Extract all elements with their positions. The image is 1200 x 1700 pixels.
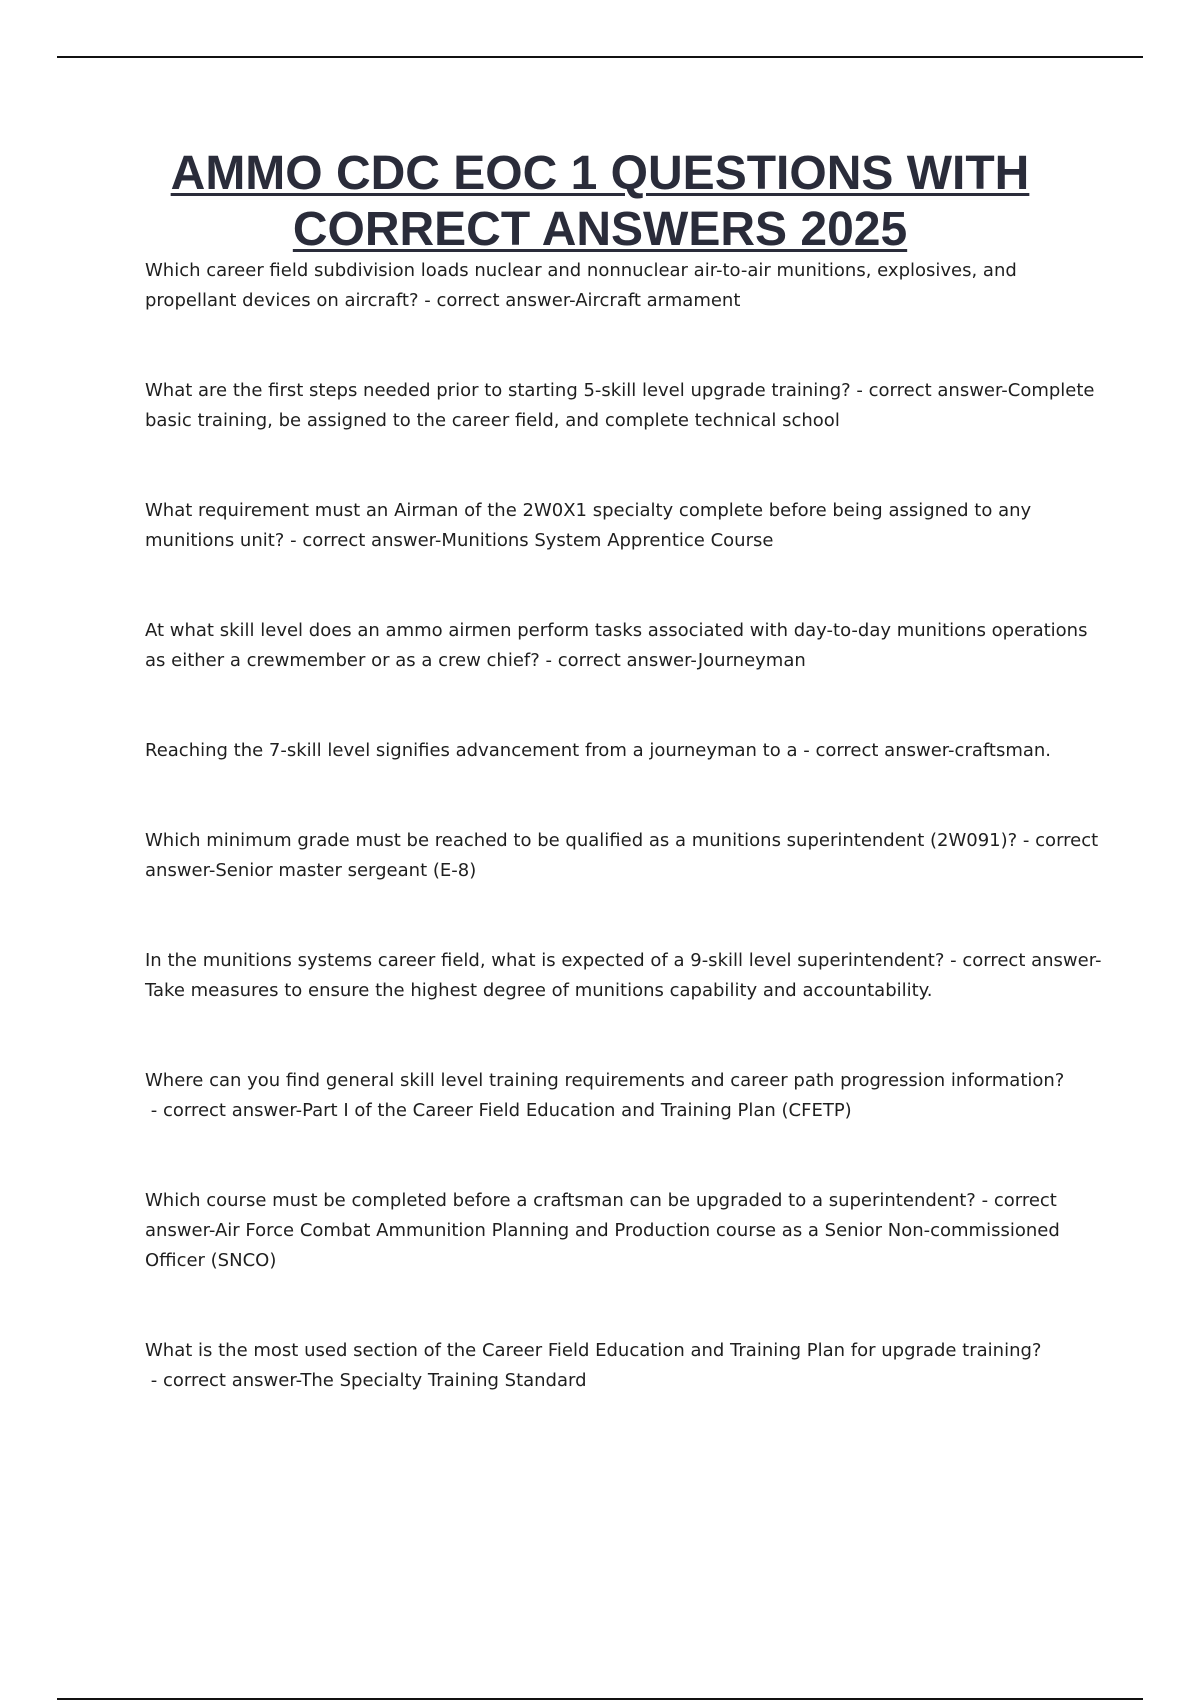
qa-list	[145, 256, 1105, 1456]
answer-text: The Specialty Training Standard	[300, 1370, 587, 1391]
answer-prefix: correct answer-	[868, 380, 1008, 401]
qa-item	[145, 826, 1105, 886]
separator: -	[975, 1190, 994, 1211]
separator: -	[1017, 830, 1036, 851]
separator: -	[145, 1370, 163, 1391]
question-text: In the munitions systems career field, what is expected of a 9-skill level superintendent?	[145, 950, 945, 971]
answer-text: Complete basic training, be assigned to the career field, and complete technical school	[145, 380, 1095, 431]
qa-item	[145, 496, 1105, 556]
separator: -	[284, 530, 303, 551]
answer-prefix: correct answer-	[436, 290, 576, 311]
answer-prefix: correct answer-	[162, 1100, 303, 1121]
answer-prefix: correct answer-	[145, 830, 1099, 881]
qa-item	[145, 1336, 1105, 1396]
qa-item	[145, 256, 1105, 316]
qa-item	[145, 946, 1105, 1006]
qa-item	[145, 376, 1105, 436]
separator: -	[944, 950, 963, 971]
question-text: Which career field subdivision loads nuclear and nonnuclear air-to-air munitions, explosives, and propellant devices on aircraft?	[145, 260, 1017, 311]
answer-prefix: correct answer-	[145, 1190, 1057, 1241]
top-rule	[57, 56, 1143, 58]
question-text: What are the first steps needed prior to starting 5-skill level upgrade training?	[145, 380, 851, 401]
answer-prefix: correct answer-	[162, 1370, 301, 1391]
document-title: AMMO CDC EOC 1 QUESTIONS WITH CORRECT ANSWERS 2025	[170, 147, 1030, 256]
qa-item	[145, 1186, 1105, 1276]
answer-text: Air Force Combat Ammunition Planning and Production course as a Senior Non-commissioned Officer (SNCO)	[145, 1220, 1060, 1271]
qa-item	[145, 736, 1105, 766]
answer-text: Part I of the Career Field Education and Training Plan (CFETP)	[302, 1100, 852, 1121]
answer-text: Journeyman	[697, 650, 806, 671]
answer-text: craftsman.	[954, 740, 1052, 761]
answer-prefix: correct answer-	[815, 740, 955, 761]
question-text: At what skill level does an ammo airmen perform tasks associated with day-to-day munitions operations as either a crewmember or as a crew chief?	[145, 620, 1088, 671]
answer-text: Aircraft armament	[575, 290, 741, 311]
answer-text: Senior master sergeant (E-8)	[215, 860, 477, 881]
question-text: Which course must be completed before a craftsman can be upgraded to a superintendent?	[145, 1190, 976, 1211]
separator: -	[539, 650, 558, 671]
separator: -	[418, 290, 437, 311]
question-text: What is the most used section of the Career Field Education and Training Plan for upgrade training?	[145, 1340, 1042, 1361]
question-text: Where can you find general skill level training requirements and career path progression information?	[145, 1070, 1065, 1091]
qa-item	[145, 616, 1105, 676]
question-text: Which minimum grade must be reached to be qualified as a munitions superintendent (2W091)?	[145, 830, 1018, 851]
answer-prefix: correct answer-	[557, 650, 698, 671]
qa-item	[145, 1066, 1105, 1126]
separator: -	[797, 740, 816, 761]
question-text: What requirement must an Airman of the 2W0X1 specialty complete before being assigned to any munitions unit?	[145, 500, 1032, 551]
answer-text: Munitions System Apprentice Course	[441, 530, 774, 551]
question-text: Reaching the 7-skill level signifies advancement from a journeyman to a	[145, 740, 798, 761]
answer-prefix: correct answer-	[962, 950, 1100, 971]
separator: -	[850, 380, 869, 401]
answer-text: Take measures to ensure the highest degree of munitions capability and accountability.	[145, 980, 933, 1001]
answer-prefix: correct answer-	[302, 530, 442, 551]
separator: -	[145, 1100, 163, 1121]
